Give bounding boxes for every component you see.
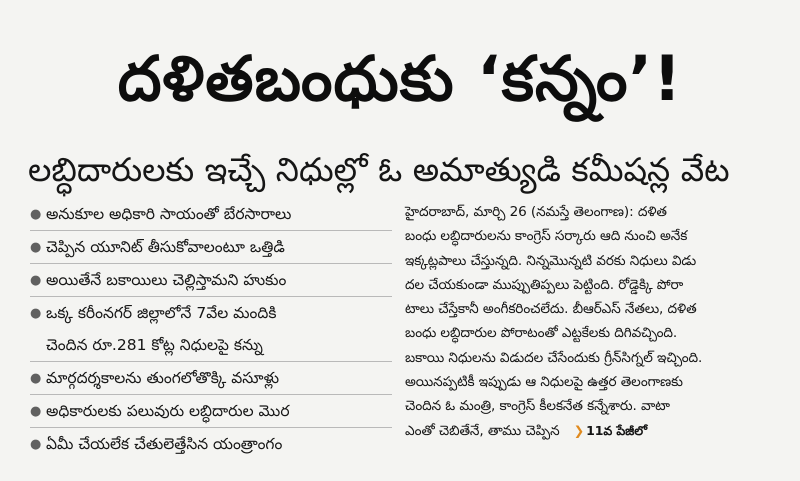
body-line: టాలు చేస్తేకానీ అంగీకరించలేదు. బీఆర్‌ఎస్ నేతలు, దళిత bbox=[405, 301, 697, 318]
list-item bbox=[30, 395, 392, 428]
arrow-right-icon: ❯ bbox=[573, 422, 585, 438]
list-item bbox=[30, 231, 392, 264]
body-line: ఇక్కట్లపాలు చేస్తున్నది. నిన్నమొన్నటి వరకు నిధులు విడు bbox=[405, 252, 697, 269]
continued-on-page-label: 11వ పేజీలో bbox=[586, 422, 647, 438]
bullet-text: అనుకూల అధికారి సాయంతో బేరసారాలు bbox=[46, 205, 292, 223]
headline: దళితబంధుకు ‘కన్నం’! bbox=[117, 42, 683, 115]
list-item bbox=[30, 198, 392, 231]
list-item-continuation bbox=[30, 329, 392, 362]
continued-on-page bbox=[574, 419, 647, 443]
body-line: బకాయి నిధులను విడుదల చేసేందుకు గ్రీన్‌సిగ్నల్ ఇచ్చింది. bbox=[405, 349, 703, 366]
bullet-icon: ● bbox=[30, 370, 42, 386]
article-body bbox=[405, 200, 783, 443]
body-line: బంధు లబ్ధిదారుల పోరాటంతో ఎట్టకేలకు దిగివచ్చింది. bbox=[405, 325, 678, 342]
body-line-text: ఎంతో చెబితేనే, తాము చెప్పిన bbox=[405, 422, 560, 439]
list-item bbox=[30, 297, 392, 329]
bullet-text: ఒక్క కరీంనగర్ జిల్లాలోనే 7వేల మందికి bbox=[46, 304, 277, 322]
body-line: బంధు లబ్ధిదారులను కాంగ్రెస్ సర్కారు ఆది నుంచి అనేక bbox=[405, 228, 688, 245]
bullet-icon: ● bbox=[30, 305, 42, 321]
bullet-text: ఏమీ చేయలేక చేతులెత్తేసిన యంత్రాంగం bbox=[46, 435, 283, 453]
bullet-icon: ● bbox=[30, 206, 42, 222]
bullet-icon: ● bbox=[30, 239, 42, 255]
bullet-icon: ● bbox=[30, 403, 42, 419]
bullet-text: చెందిన రూ.281 కోట్ల నిధులపై కన్ను bbox=[46, 336, 263, 354]
body-line: చెందిన ఓ మంత్రి, కాంగ్రెస్ కీలకనేత కన్నేశారు. వాటా bbox=[405, 398, 670, 415]
list-item bbox=[30, 362, 392, 395]
body-line: దల చేయకుండా ముప్పుతిప్పలు పెట్టింది. రోడ్డెక్కి పోరా bbox=[405, 276, 684, 293]
bullet-text: అధికారులకు పలువురు లబ్ధిదారుల మొర bbox=[46, 402, 290, 420]
bullet-list bbox=[30, 198, 392, 460]
body-line: హైదరాబాద్, మార్చి 26 (నమస్తే తెలంగాణ): దళిత bbox=[405, 204, 667, 220]
bullet-text: అయితేనే బకాయిలు చెల్లిస్తామని హుకుం bbox=[46, 271, 287, 289]
bullet-icon: ● bbox=[30, 272, 42, 288]
body-line-last bbox=[405, 419, 783, 443]
list-item bbox=[30, 428, 392, 460]
bullet-text: చెప్పిన యూనిట్ తీసుకోవాలంటూ ఒత్తిడి bbox=[46, 238, 285, 256]
bullet-text: మార్గదర్శకాలను తుంగలోతొక్కి వసూళ్లు bbox=[46, 369, 280, 387]
list-item bbox=[30, 264, 392, 297]
bullet-icon: ● bbox=[30, 436, 42, 452]
body-line: అయినప్పటికీ ఇప్పుడు ఆ నిధులపై ఉత్తర తెలంగాణకు bbox=[405, 374, 683, 391]
subheadline: లబ్ధిదారులకు ఇచ్చే నిధుల్లో ఓ అమాత్యుడి కమీషన్ల వేట bbox=[28, 150, 730, 189]
